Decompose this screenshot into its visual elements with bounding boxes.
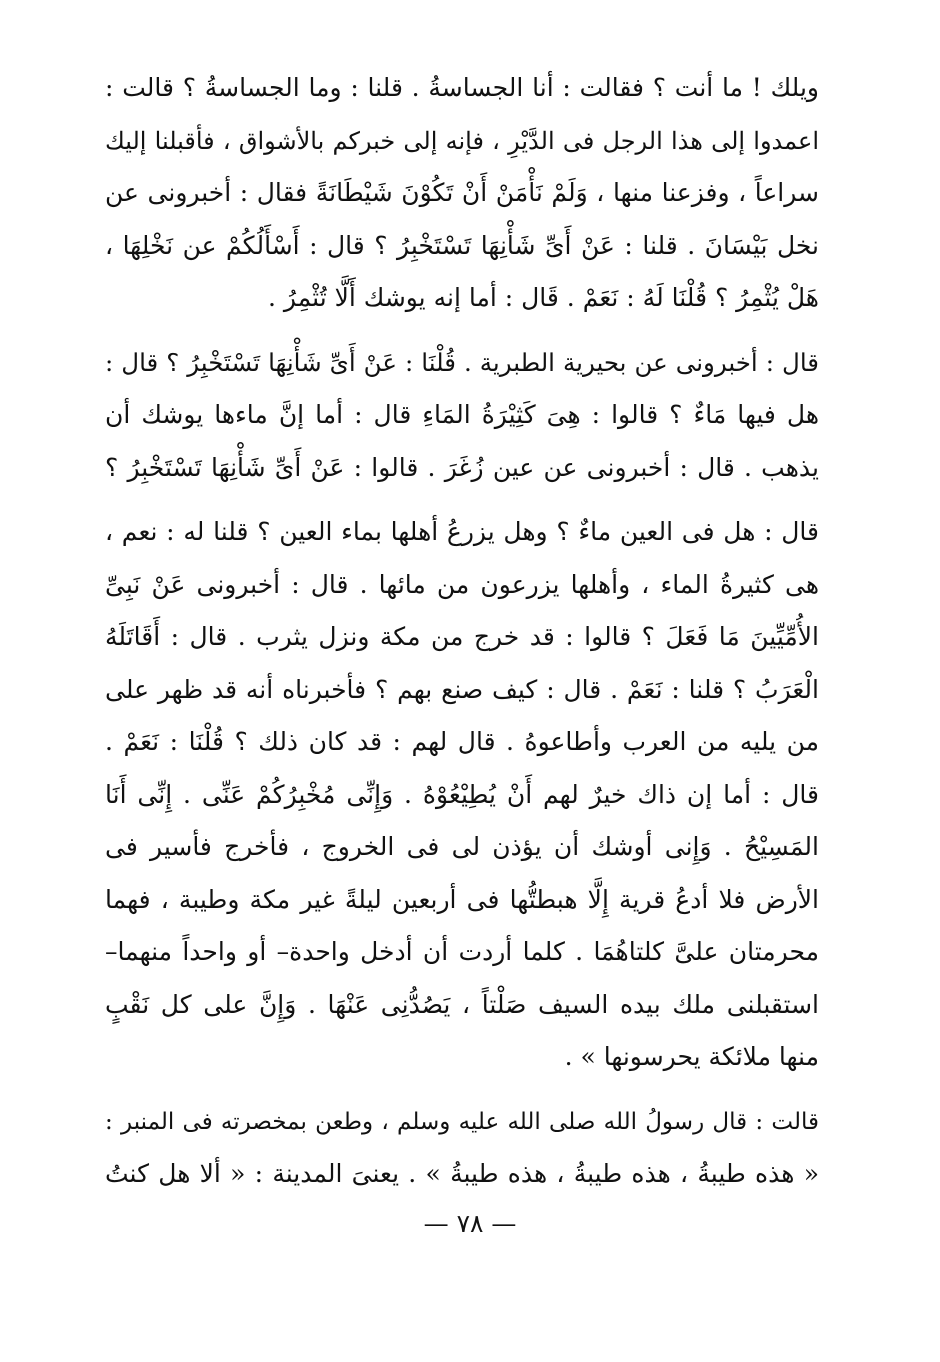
text-line: استقبلنى ملك بيده السيف صَلْتاً ، يَصُدُّنِى عَنْهَا . وَإِنَّ على كل نَقْبٍ <box>105 989 819 1019</box>
text-line: الْعَرَبُ ؟ قلنا : نَعَمْ . قال : كيف صنع بهم ؟ فأخبرناه أنه قد ظهر على <box>105 674 819 704</box>
text-line: قالت : قال رسولُ الله صلى الله عليه وسلم ، وطعن بمخصرته فى المنبر : <box>105 1108 819 1135</box>
paragraph-2 <box>105 337 819 495</box>
text-line: « هذه طيبةُ ، هذه طيبةُ ، هذه طيبةُ » . يعنىَ المدينة : « ألا هل كنتُ <box>105 1159 819 1188</box>
text-line: سراعاً ، وفزعنا منها ، وَلَمْ نَأْمَنْ أَنْ تَكُوْنَ شَيْطَانَةً فقال : أخبرونى عن <box>105 178 819 207</box>
text-line: الأرض فلا أدعُ قرية إِلَّا هبطتُّها فى أربعين ليلةً غير مكة وطيبة ، فهما <box>105 884 819 914</box>
text-line: من يليه من العرب وأطاعوهُ . قال لهم : قد كان ذلك ؟ قُلْنَا : نَعَمْ . <box>105 727 819 756</box>
text-line: قال : أخبرونى عن بحيرية الطبرية . قُلْنَا : عَنْ أَىِّ شَأْنِهَا تَسْتَخْبِرُ ؟ قال : <box>105 347 819 377</box>
document-page <box>105 62 819 1201</box>
page-number: — ٧٨ — <box>423 1209 517 1238</box>
text-line: ويلك ! ما أنت ؟ فقالت : أنا الجساسةُ . قلنا : وما الجساسةُ ؟ قالت : <box>105 73 819 102</box>
paragraph-1 <box>105 62 819 325</box>
text-line: نخل بَيْسَانَ . قلنا : عَنْ أَىِّ شَأْنِهَا تَسْتَخْبِرُ ؟ قال : أَسْأَلُكُمْ عن نَخْلِهَا ، <box>105 230 819 260</box>
text-line: محرمتان علىَّ كلتاهُمَا . كلما أردت أن أدخل واحدة– أو واحداً منهما– <box>105 937 819 966</box>
text-line: هل فيها مَاءٌ ؟ قالوا : هِىَ كَثِيْرَةُ المَاءِ قال : أما إنَّ ماءها يوشك أن <box>105 400 819 429</box>
text-line: هَلْ يُثْمِرُ ؟ قُلْنَا لَهُ : نَعَمْ . قَال : أما إنه يوشك أَلَّا تُثْمِرُ . <box>268 283 819 312</box>
text-line: قال : هل فى العين ماءٌ ؟ وهل يزرعُ أهلها بماء العين ؟ قلنا له : نعم ، <box>105 517 819 546</box>
text-line: المَسِيْحُ . وَإِنى أوشك أن يؤذن لى فى الخروج ، فأخرج فأسير فى <box>105 832 819 861</box>
text-line: الأُمِّيِّينَ مَا فَعَلَ ؟ قالوا : قد خرج من مكة ونزل يثرب . قال : أَقَاتَلَهُ <box>105 622 819 651</box>
text-line: هى كثيرةُ الماء ، وأهلها يزرعون من مائها . قال : أخبرونى عَنْ نَبِىِّ <box>105 569 819 599</box>
paragraph-4 <box>105 1096 819 1201</box>
text-line: منها ملائكة يحرسونها » . <box>564 1042 819 1071</box>
paragraph-3 <box>105 506 819 1084</box>
text-line: يذهب . قال : أخبرونى عن عين زُغَرَ . قالوا : عَنْ أَىِّ شَأْنِهَا تَسْتَخْبِرُ ؟ <box>105 452 819 482</box>
text-line: قال : أما إن ذاك خيرٌ لهم أَنْ يُطِيْعُوْهُ . وَإِنِّى مُخْبِرُكُمْ عَنِّى . إِنِّى أَنَا <box>105 779 819 809</box>
text-line: اعمدوا إلى هذا الرجل فى الدَّيْرِ ، فإنه إلى خبركم بالأشواق ، فأقبلنا إليك <box>105 126 819 155</box>
